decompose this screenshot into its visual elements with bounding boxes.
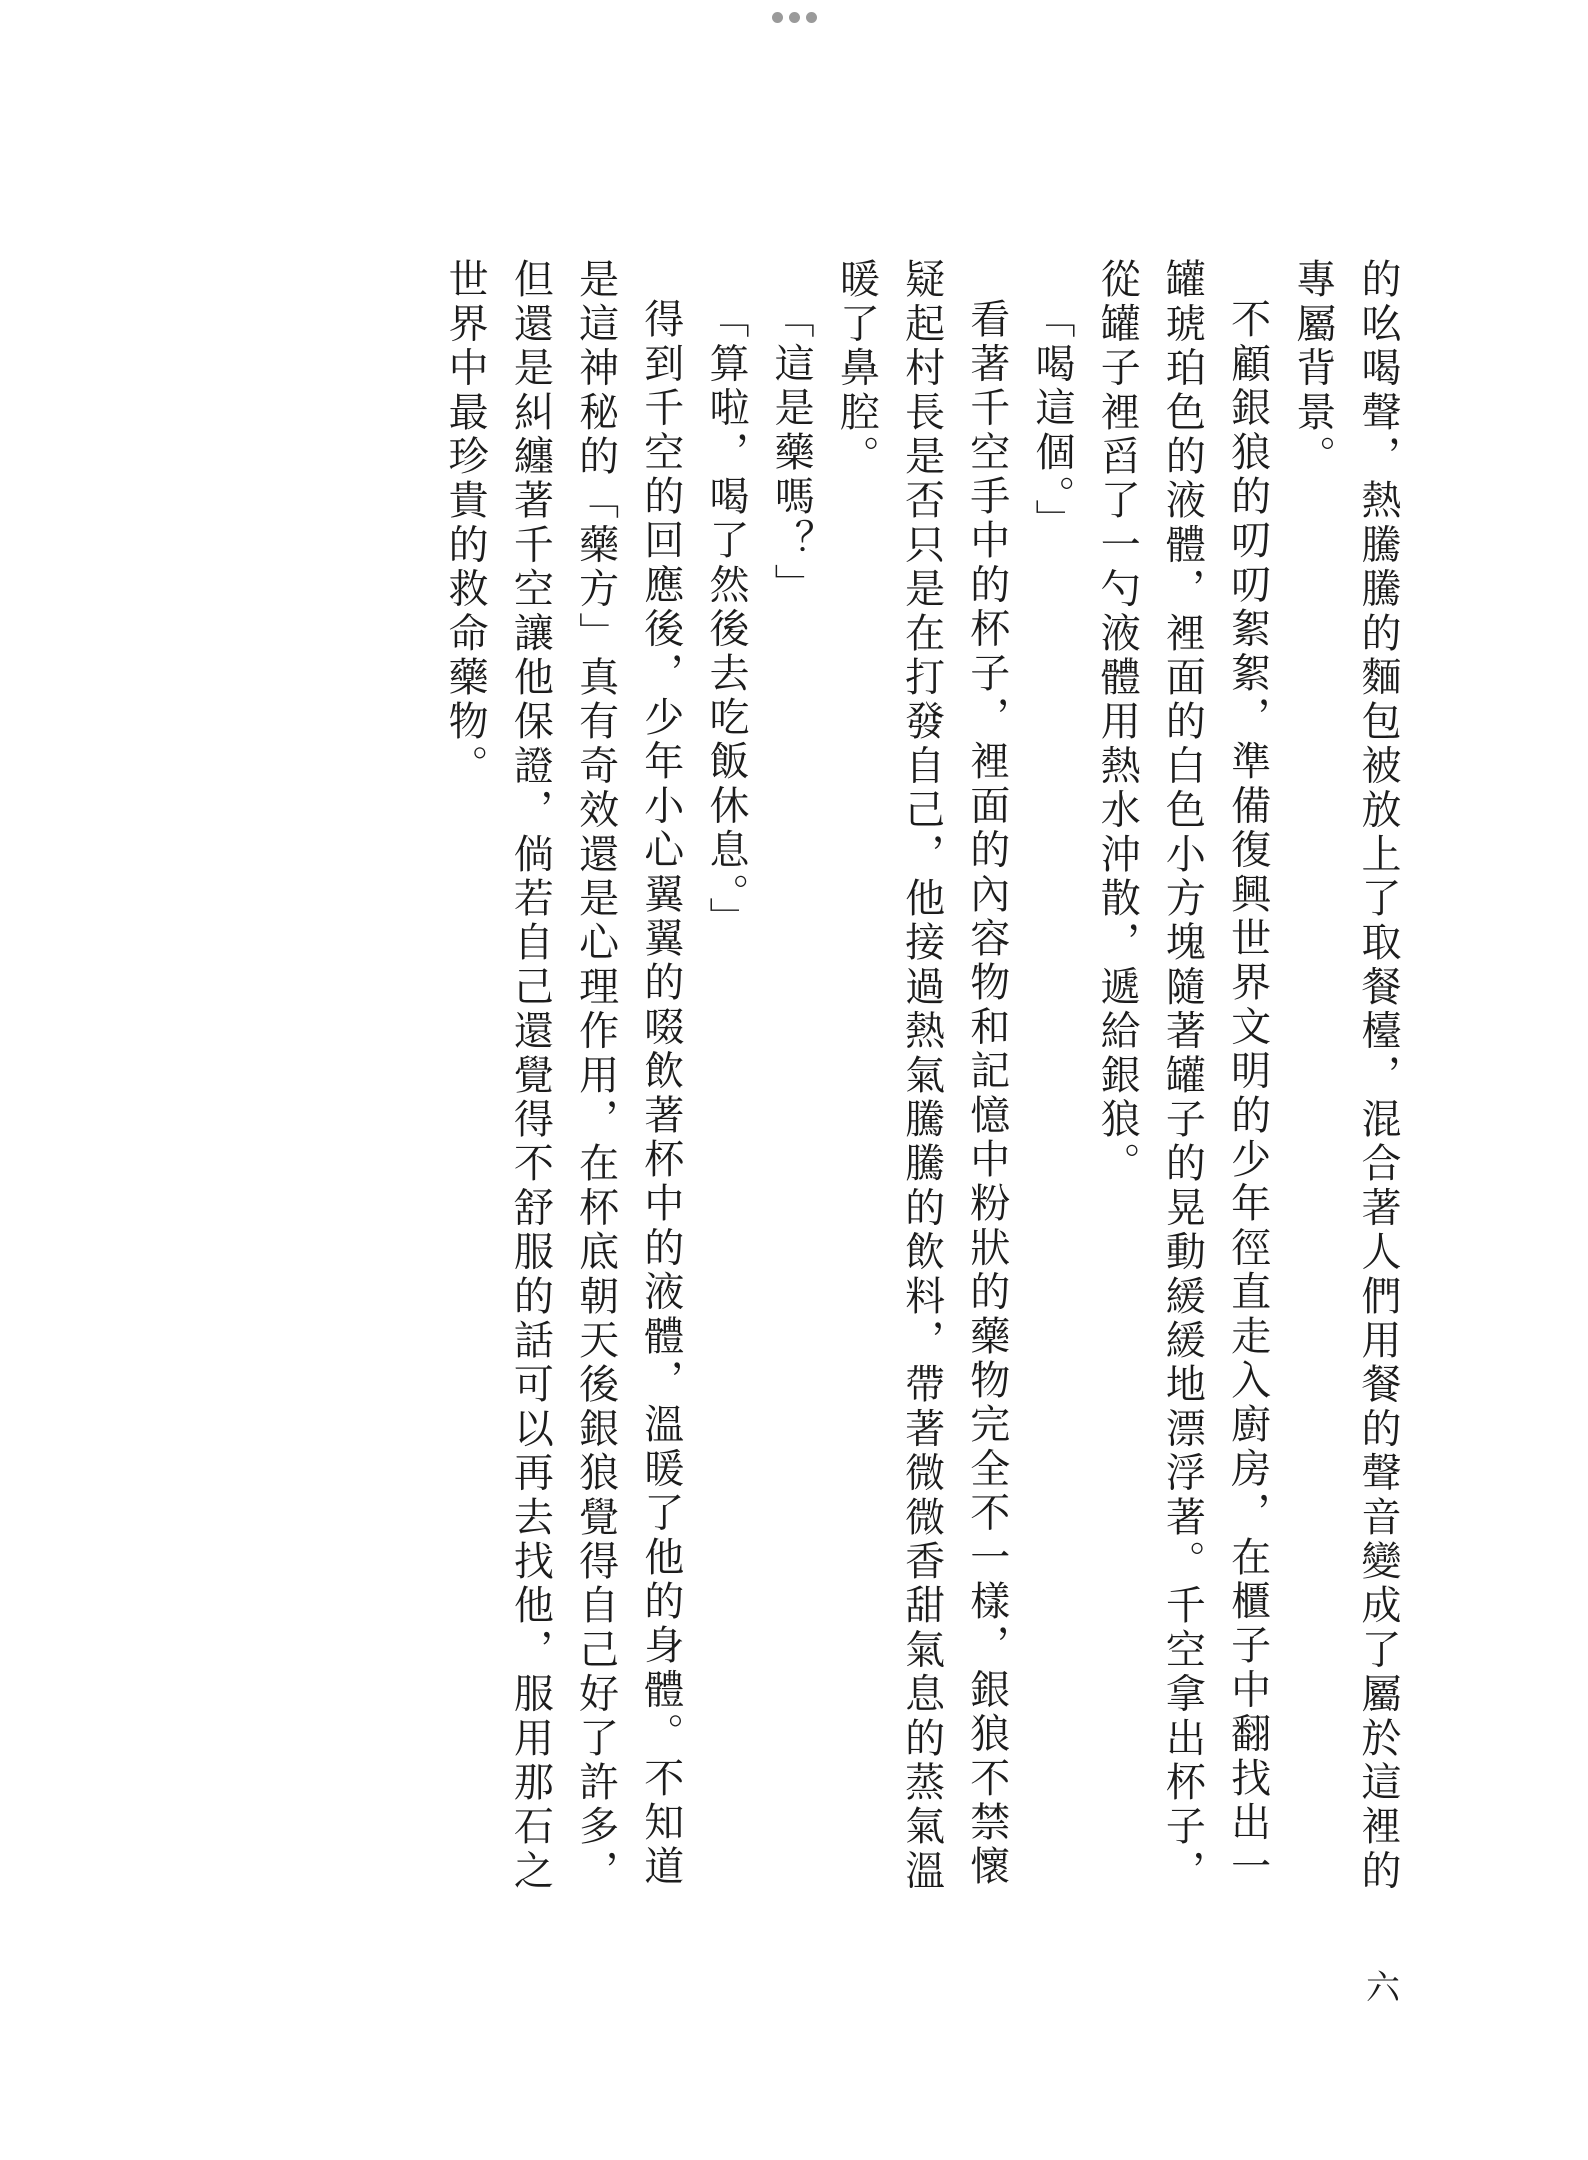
ellipsis-icon (789, 12, 800, 23)
paragraph: 「喝這個。」 (1028, 298, 1075, 544)
page-number: 六 (1366, 1968, 1400, 2008)
paragraph: 不顧銀狼的叨叨絮絮，準備復興世界文明的少年徑直走入廚房，在櫃子中翻找出一罐琥珀色的液體，裡面的白色小方塊隨著罐子的晃動緩緩地漂浮著。千空拿出杯子，從罐子裡舀了一勺液體用熱水沖散，遞給銀狼。 (1094, 258, 1271, 1894)
paragraph: 「這是藥嗎？」 (768, 298, 815, 608)
ellipsis-icon (806, 12, 817, 23)
paragraph: 看著千空手中的杯子，裡面的內容物和記憶中粉狀的藥物完全不一樣，銀狼不禁懷疑起村長是否只是在打發自己，他接過熱氣騰騰的飲料，帶著微微香甜氣息的蒸氣溫暖了鼻腔。 (833, 258, 1010, 1894)
paragraph: 得到千空的回應後，少年小心翼翼的啜飲著杯中的液體，溫暖了他的身體。不知道是這神秘的「藥方」真有奇效還是心理作用，在杯底朝天後銀狼覺得自己好了許多，但還是糾纏著千空讓他保證，倘若自己還覺得不舒服的話可以再去找他，服用那石之世界中最珍貴的救命藥物。 (442, 258, 684, 1894)
page-body-text (432, 258, 1410, 1898)
paragraph: 「算啦，喝了然後去吃飯休息。」 (702, 298, 749, 941)
reader-menu-handle[interactable] (0, 12, 1588, 23)
ellipsis-icon (772, 12, 783, 23)
paragraph: 的吆喝聲，熱騰騰的麵包被放上了取餐檯，混合著人們用餐的聲音變成了屬於這裡的專屬背景。 (1289, 258, 1401, 1894)
